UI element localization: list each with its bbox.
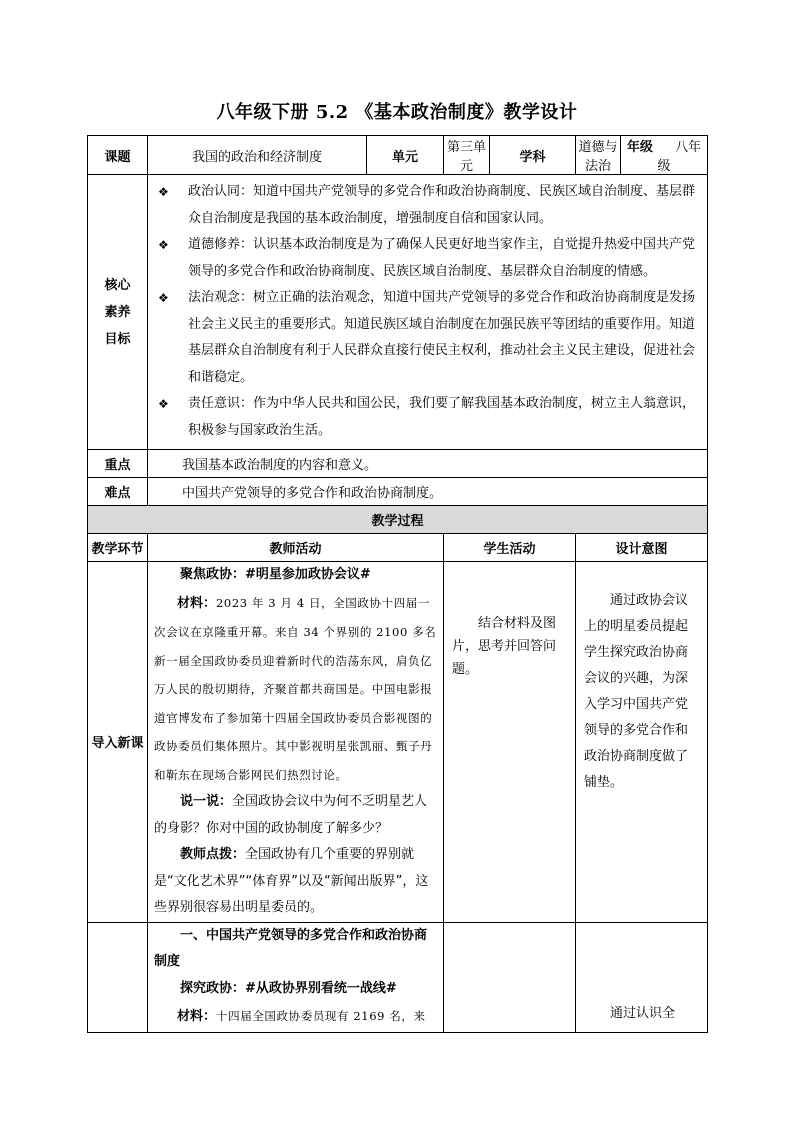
- stage1-discuss: 说一说：全国政协会议中为何不乏明星艺人的身影？你对中国的政协制度了解多少？: [154, 794, 428, 836]
- grade-value: 八年级: [657, 140, 702, 174]
- subject-value: 道德与法治: [576, 136, 621, 175]
- objectives-row: [88, 175, 708, 450]
- lesson-plan-table: [87, 135, 708, 1033]
- stage2-name: [88, 922, 148, 1032]
- col-stage: 教学环节: [88, 534, 148, 562]
- topic-value: 我国的政治和经济制度: [148, 136, 367, 175]
- difficulty-label: 难点: [88, 478, 148, 506]
- process-columns-row: [88, 534, 708, 562]
- objectives-label: 核心 素养 目标: [88, 175, 148, 450]
- grade-label: 年级: [626, 140, 653, 155]
- stage2-student-activity: [444, 922, 576, 1032]
- header-row: [88, 136, 708, 175]
- diamond-bullet-icon: ❖: [158, 397, 169, 411]
- key-point-row: [88, 450, 708, 478]
- stage2-explore: 探究政协：#从政协界别看统一战线#: [180, 980, 397, 996]
- difficulty-value: 中国共产党领导的多党合作和政治协商制度。: [148, 478, 708, 506]
- stage2-section: 一、中国共产党领导的多党合作和政治协商制度: [154, 927, 428, 969]
- stage2-material: 材料：十四届全国政协委员现有 2169 名，来: [177, 1009, 426, 1024]
- stage1-student-activity: 结合材料及图片，思考并回答问题。: [444, 562, 576, 923]
- key-point-label: 重点: [88, 450, 148, 478]
- stage1-focus: 聚焦政协：#明星参加政协会议#: [180, 567, 371, 582]
- col-intent: 设计意图: [576, 534, 708, 562]
- unit-value: 第三单元: [444, 136, 490, 175]
- stage1-design-intent: 通过政协会议上的明星委员提起学生探究政治协商会议的兴趣，为深入学习中国共产党领导的多党合作和政治协商制度做了铺垫。: [576, 562, 708, 923]
- grade-cell: [621, 136, 708, 175]
- difficulty-row: [88, 478, 708, 506]
- objective-item: ❖ 法治观念：树立正确的法治观念，知道中国共产党领导的多党合作和政治协商制度是发扬社会主义民主的重要形式。知道民族区域自治制度在加强民族平等团结的重要作用。知道基层群众自治制度有利于人民群众直接行使民主权利，推动社会主义民主建设，促进社会和谐稳定。: [154, 285, 699, 391]
- unit-label: 单元: [367, 136, 444, 175]
- stage2-row: [88, 922, 708, 1032]
- col-student: 学生活动: [444, 534, 576, 562]
- diamond-bullet-icon: ❖: [158, 291, 169, 305]
- key-point-value: 我国基本政治制度的内容和意义。: [148, 450, 708, 478]
- stage1-name: 导入新课: [88, 562, 148, 923]
- objectives-list: [148, 175, 708, 450]
- process-heading-row: [88, 506, 708, 534]
- col-teacher: 教师活动: [148, 534, 444, 562]
- stage2-teacher-activity: [148, 922, 444, 1032]
- subject-label: 学科: [490, 136, 576, 175]
- objective-item: ❖ 责任意识：作为中华人民共和国公民，我们要了解我国基本政治制度，树立主人翁意识，积极参与国家政治生活。: [154, 391, 699, 444]
- objective-item: ❖ 道德修养：认识基本政治制度是为了确保人民更好地当家作主，自觉提升热爱中国共产党领导的多党合作和政治协商制度、民族区域自治制度、基层群众自治制度的情感。: [154, 232, 699, 285]
- diamond-bullet-icon: ❖: [158, 185, 169, 199]
- objective-item: ❖ 政治认同：知道中国共产党领导的多党合作和政治协商制度、民族区域自治制度、基层群众自治制度是我国的基本政治制度，增强制度自信和国家认同。: [154, 179, 699, 232]
- process-heading: 教学过程: [88, 506, 708, 534]
- stage1-row: [88, 562, 708, 923]
- stage2-design-intent: 通过认识全: [576, 922, 708, 1032]
- diamond-bullet-icon: ❖: [158, 238, 169, 252]
- topic-label: 课题: [88, 136, 148, 175]
- document-title: 八年级下册 5.2 《基本政治制度》教学设计: [216, 102, 578, 123]
- stage1-material: 材料：2023 年 3 月 4 日，全国政协十四届一次会议在京隆重开幕。来自 34 个界别的 2100 多名新一届全国政协委员迎着新时代的浩荡东风，肩负亿万人民的殷切期待，齐聚首都共商国是。中国电影报道官博发布了参加第十四届全国政协委员合影视图的政协委员们集体照片。其中影视明星张凯丽、甄子丹和靳东在现场合影网民们热烈讨论。: [154, 595, 437, 782]
- stage1-tip: 教师点拨：全国政协有几个重要的界别就是“文化艺术界”“体育界”以及“新闻出版界”，这些界别很容易出明星委员的。: [154, 847, 429, 915]
- stage1-teacher-activity: [148, 562, 444, 923]
